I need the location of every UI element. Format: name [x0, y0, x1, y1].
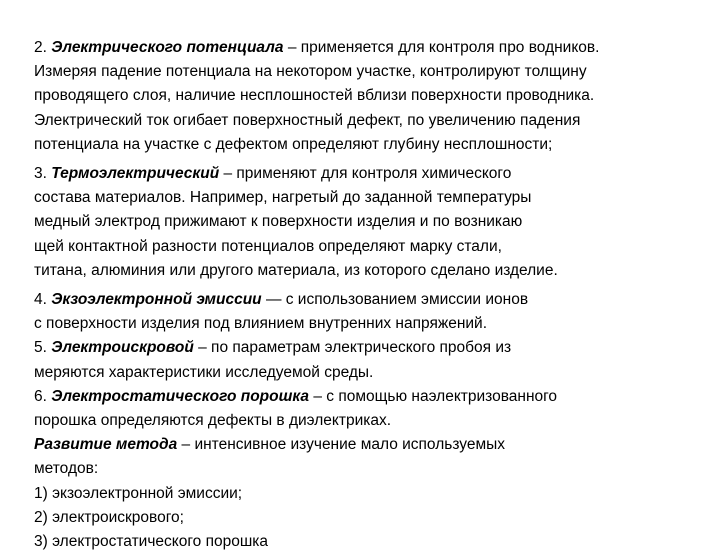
paragraph-other-methods	[34, 288, 557, 554]
item-description: – по параметрам электрического пробоя из	[193, 339, 512, 357]
text-line: щей контактной разности потенциалов определяют марку стали,	[34, 237, 502, 255]
method-term: Развитие метода	[34, 436, 178, 454]
item-number: 2.	[34, 39, 52, 56]
text-line: с поверхности изделия под влиянием внутренних напряжений.	[34, 315, 488, 333]
text-line: 3) электростатического порошка	[34, 533, 269, 551]
text-line	[34, 433, 557, 457]
method-term: Электрического потенциала	[51, 39, 284, 56]
text-line: меряются характеристики исследуемой среды.	[34, 363, 374, 381]
item-number: 6.	[34, 387, 52, 405]
text-line	[34, 336, 557, 360]
text-line: 2) электроискрового;	[34, 508, 184, 526]
item-number: 5.	[34, 339, 52, 357]
item-description: – с помощью наэлектризованного	[309, 387, 558, 405]
text-line: Электрический ток огибает поверхностный дефект, по увеличению падения	[34, 111, 581, 129]
method-term: Электроискровой	[51, 339, 194, 357]
text-line: 1) экзоэлектронной эмиссии;	[34, 484, 243, 502]
item-number: 4.	[34, 291, 52, 308]
text-line	[34, 162, 558, 186]
method-term: Термоэлектрический	[51, 165, 220, 182]
item-description: – применяется для контроля про водников.	[283, 39, 600, 56]
paragraph-thermoelectric	[34, 162, 558, 283]
item-description: – применяют для контроля химического	[219, 165, 512, 182]
text-line: потенциала на участке с дефектом определяют глубину несплошности;	[34, 135, 553, 153]
text-line	[34, 288, 557, 312]
text-line: методов:	[34, 460, 99, 478]
item-description: — с использованием эмиссии ионов	[261, 291, 529, 308]
paragraph-electric-potential	[34, 36, 599, 157]
item-description: – интенсивное изучение мало используемых	[177, 436, 506, 454]
text-line: медный электрод прижимают к поверхности изделия и по возникаю	[34, 213, 523, 231]
item-number: 3.	[34, 165, 52, 182]
text-line	[34, 385, 557, 409]
method-term: Электростатического порошка	[51, 387, 310, 405]
text-line: проводящего слоя, наличие несплошностей вблизи поверхности проводника.	[34, 87, 595, 105]
text-line: порошка определяются дефекты в диэлектриках.	[34, 412, 392, 430]
text-line: состава материалов. Например, нагретый до заданной температуры	[34, 189, 532, 207]
text-line: титана, алюминия или другого материала, из которого сделано изделие.	[34, 261, 558, 279]
text-line: Измеряя падение потенциала на некотором участке, контролируют толщину	[34, 63, 587, 81]
text-line	[34, 36, 599, 60]
method-term: Экзоэлектронной эмиссии	[51, 291, 262, 308]
